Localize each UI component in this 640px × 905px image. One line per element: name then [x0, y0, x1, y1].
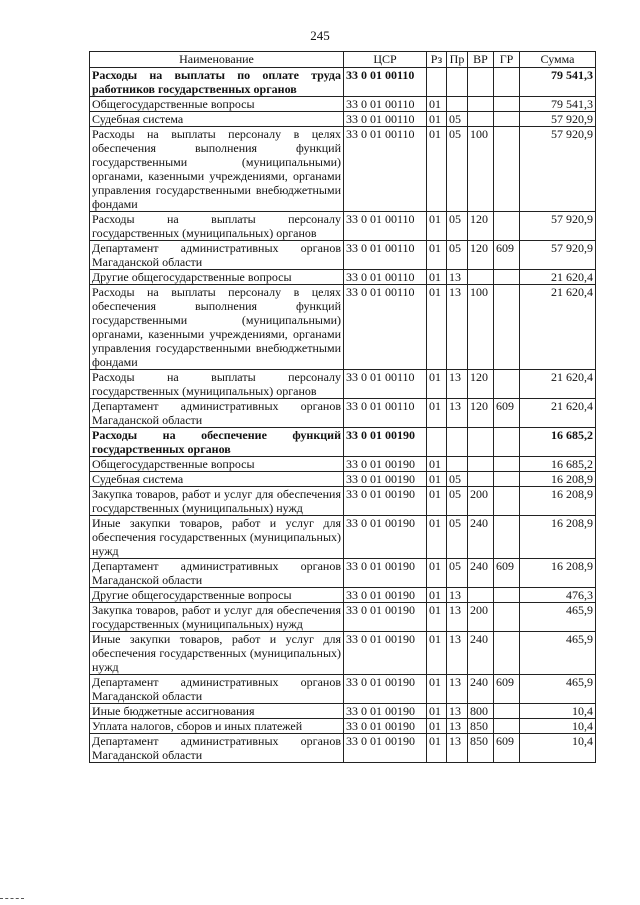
cell-gr: [494, 68, 520, 97]
cell-vr: [468, 97, 494, 112]
cell-rz: 01: [427, 285, 447, 370]
cell-gr: [494, 127, 520, 212]
cell-rz: 01: [427, 516, 447, 559]
cell-vr: [468, 112, 494, 127]
cell-pr: 13: [447, 270, 468, 285]
table-row: [90, 428, 596, 457]
cell-sum: 21 620,4: [520, 270, 596, 285]
cell-gr: [494, 704, 520, 719]
cell-vr: 850: [468, 719, 494, 734]
cell-csr: 33 0 01 00190: [344, 704, 427, 719]
cell-vr: 200: [468, 603, 494, 632]
cell-rz: 01: [427, 603, 447, 632]
cell-rz: 01: [427, 270, 447, 285]
scan-edge-mark: [0, 898, 24, 899]
table-row: [90, 588, 596, 603]
cell-rz: 01: [427, 734, 447, 763]
cell-name: Департамент административных органов Магаданской области: [90, 675, 344, 704]
cell-vr: 800: [468, 704, 494, 719]
header-csr: ЦСР: [344, 52, 427, 68]
table-row: [90, 241, 596, 270]
cell-vr: 120: [468, 212, 494, 241]
cell-rz: 01: [427, 399, 447, 428]
cell-gr: [494, 472, 520, 487]
cell-rz: [427, 428, 447, 457]
cell-name: Департамент административных органов Магаданской области: [90, 559, 344, 588]
cell-gr: [494, 212, 520, 241]
cell-name: Иные закупки товаров, работ и услуг для обеспечения государственных (муниципальных) нужд: [90, 632, 344, 675]
cell-vr: 240: [468, 675, 494, 704]
cell-rz: 01: [427, 719, 447, 734]
table-row: [90, 559, 596, 588]
cell-pr: [447, 97, 468, 112]
cell-name: Судебная система: [90, 472, 344, 487]
cell-sum: 10,4: [520, 734, 596, 763]
cell-sum: 10,4: [520, 704, 596, 719]
cell-rz: 01: [427, 127, 447, 212]
cell-sum: 21 620,4: [520, 370, 596, 399]
cell-pr: [447, 428, 468, 457]
cell-name: Судебная система: [90, 112, 344, 127]
cell-sum: 16 208,9: [520, 559, 596, 588]
cell-csr: 33 0 01 00190: [344, 603, 427, 632]
cell-rz: 01: [427, 675, 447, 704]
cell-pr: 13: [447, 632, 468, 675]
cell-pr: [447, 68, 468, 97]
cell-csr: 33 0 01 00190: [344, 472, 427, 487]
cell-csr: 33 0 01 00190: [344, 516, 427, 559]
cell-sum: 79 541,3: [520, 97, 596, 112]
cell-name: Расходы на выплаты персоналу государственных (муниципальных) органов: [90, 370, 344, 399]
table-row: [90, 704, 596, 719]
cell-sum: 465,9: [520, 675, 596, 704]
cell-gr: [494, 97, 520, 112]
cell-csr: 33 0 01 00110: [344, 270, 427, 285]
table-row: [90, 516, 596, 559]
cell-csr: 33 0 01 00190: [344, 719, 427, 734]
cell-pr: 05: [447, 241, 468, 270]
cell-vr: 240: [468, 516, 494, 559]
cell-name: Другие общегосударственные вопросы: [90, 588, 344, 603]
cell-vr: 240: [468, 632, 494, 675]
cell-rz: 01: [427, 632, 447, 675]
cell-pr: 05: [447, 472, 468, 487]
cell-vr: 120: [468, 241, 494, 270]
cell-gr: [494, 719, 520, 734]
cell-rz: 01: [427, 212, 447, 241]
cell-gr: [494, 588, 520, 603]
header-vr: ВР: [468, 52, 494, 68]
cell-rz: 01: [427, 704, 447, 719]
table-row: [90, 370, 596, 399]
cell-rz: 01: [427, 241, 447, 270]
cell-gr: [494, 285, 520, 370]
cell-csr: 33 0 01 00110: [344, 370, 427, 399]
cell-name: Департамент административных органов Магаданской области: [90, 734, 344, 763]
header-gr: ГР: [494, 52, 520, 68]
cell-sum: 465,9: [520, 632, 596, 675]
cell-sum: 16 208,9: [520, 516, 596, 559]
cell-sum: 57 920,9: [520, 127, 596, 212]
cell-rz: 01: [427, 370, 447, 399]
cell-pr: 13: [447, 603, 468, 632]
table-row: [90, 675, 596, 704]
cell-csr: 33 0 01 00190: [344, 734, 427, 763]
cell-sum: 476,3: [520, 588, 596, 603]
cell-name: Расходы на выплаты персоналу в целях обеспечения выполнения функций государственными (муниципальными) органами, казенными учреждениями, органами управления государственными внебюджетными фондами: [90, 285, 344, 370]
table-row: [90, 734, 596, 763]
cell-name: Расходы на выплаты персоналу государственных (муниципальных) органов: [90, 212, 344, 241]
cell-sum: 16 685,2: [520, 428, 596, 457]
cell-sum: 79 541,3: [520, 68, 596, 97]
cell-sum: 10,4: [520, 719, 596, 734]
cell-sum: 16 208,9: [520, 487, 596, 516]
cell-csr: 33 0 01 00190: [344, 457, 427, 472]
cell-pr: 05: [447, 516, 468, 559]
cell-gr: [494, 487, 520, 516]
table-row: [90, 97, 596, 112]
cell-pr: 13: [447, 285, 468, 370]
table-row: [90, 457, 596, 472]
cell-csr: 33 0 01 00190: [344, 487, 427, 516]
cell-name: Общегосударственные вопросы: [90, 97, 344, 112]
cell-name: Закупка товаров, работ и услуг для обеспечения государственных (муниципальных) нужд: [90, 603, 344, 632]
cell-pr: 13: [447, 588, 468, 603]
header-sum: Сумма: [520, 52, 596, 68]
cell-vr: [468, 428, 494, 457]
cell-pr: [447, 457, 468, 472]
cell-csr: 33 0 01 00110: [344, 285, 427, 370]
cell-name: Закупка товаров, работ и услуг для обеспечения государственных (муниципальных) нужд: [90, 487, 344, 516]
cell-sum: 57 920,9: [520, 112, 596, 127]
cell-rz: 01: [427, 97, 447, 112]
table-header-row: [90, 52, 596, 68]
cell-name: Уплата налогов, сборов и иных платежей: [90, 719, 344, 734]
cell-gr: [494, 428, 520, 457]
cell-pr: 13: [447, 370, 468, 399]
table-row: [90, 285, 596, 370]
header-name: Наименование: [90, 52, 344, 68]
header-rz: Рз: [427, 52, 447, 68]
table-row: [90, 212, 596, 241]
table-row: [90, 719, 596, 734]
cell-pr: 05: [447, 487, 468, 516]
cell-name: Департамент административных органов Магаданской области: [90, 399, 344, 428]
cell-sum: 465,9: [520, 603, 596, 632]
cell-vr: [468, 457, 494, 472]
cell-csr: 33 0 01 00110: [344, 212, 427, 241]
cell-name: Расходы на выплаты персоналу в целях обеспечения выполнения функций государственными (муниципальными) органами, казенными учреждениями, органами управления государственными внебюджетными фондами: [90, 127, 344, 212]
cell-rz: 01: [427, 559, 447, 588]
table-row: [90, 603, 596, 632]
table-row: [90, 632, 596, 675]
cell-gr: [494, 457, 520, 472]
table-row: [90, 68, 596, 97]
cell-gr: [494, 370, 520, 399]
cell-vr: 120: [468, 370, 494, 399]
cell-csr: 33 0 01 00110: [344, 97, 427, 112]
cell-gr: [494, 112, 520, 127]
table-row: [90, 112, 596, 127]
cell-rz: 01: [427, 457, 447, 472]
cell-csr: 33 0 01 00190: [344, 632, 427, 675]
cell-gr: 609: [494, 241, 520, 270]
cell-name: Иные бюджетные ассигнования: [90, 704, 344, 719]
cell-gr: 609: [494, 399, 520, 428]
cell-pr: 13: [447, 734, 468, 763]
cell-csr: 33 0 01 00190: [344, 675, 427, 704]
cell-vr: [468, 588, 494, 603]
cell-vr: 100: [468, 127, 494, 212]
cell-pr: 05: [447, 212, 468, 241]
cell-rz: [427, 68, 447, 97]
cell-sum: 57 920,9: [520, 241, 596, 270]
cell-rz: 01: [427, 112, 447, 127]
cell-vr: 100: [468, 285, 494, 370]
cell-vr: 240: [468, 559, 494, 588]
table-row: [90, 472, 596, 487]
cell-name: Общегосударственные вопросы: [90, 457, 344, 472]
cell-csr: 33 0 01 00110: [344, 399, 427, 428]
cell-gr: [494, 603, 520, 632]
table-row: [90, 270, 596, 285]
table-row: [90, 399, 596, 428]
cell-gr: 609: [494, 734, 520, 763]
cell-csr: 33 0 01 00110: [344, 127, 427, 212]
cell-pr: 13: [447, 719, 468, 734]
cell-sum: 16 685,2: [520, 457, 596, 472]
cell-csr: 33 0 01 00190: [344, 588, 427, 603]
cell-sum: 21 620,4: [520, 285, 596, 370]
cell-gr: [494, 516, 520, 559]
cell-gr: [494, 270, 520, 285]
cell-vr: 850: [468, 734, 494, 763]
cell-pr: 05: [447, 127, 468, 212]
cell-gr: 609: [494, 675, 520, 704]
cell-name: Иные закупки товаров, работ и услуг для обеспечения государственных (муниципальных) нужд: [90, 516, 344, 559]
cell-vr: [468, 68, 494, 97]
budget-table: [89, 51, 596, 763]
cell-sum: 21 620,4: [520, 399, 596, 428]
cell-pr: 05: [447, 559, 468, 588]
header-pr: Пр: [447, 52, 468, 68]
cell-pr: 13: [447, 704, 468, 719]
cell-vr: [468, 472, 494, 487]
cell-csr: 33 0 01 00110: [344, 112, 427, 127]
cell-rz: 01: [427, 588, 447, 603]
cell-pr: 13: [447, 399, 468, 428]
cell-csr: 33 0 01 00190: [344, 428, 427, 457]
cell-name: Расходы на выплаты по оплате труда работников государственных органов: [90, 68, 344, 97]
cell-csr: 33 0 01 00110: [344, 241, 427, 270]
cell-vr: 120: [468, 399, 494, 428]
cell-name: Другие общегосударственные вопросы: [90, 270, 344, 285]
page-number: 245: [310, 28, 330, 43]
cell-pr: 05: [447, 112, 468, 127]
cell-csr: 33 0 01 00110: [344, 68, 427, 97]
cell-gr: [494, 632, 520, 675]
cell-sum: 16 208,9: [520, 472, 596, 487]
cell-name: Расходы на обеспечение функций государственных органов: [90, 428, 344, 457]
cell-csr: 33 0 01 00190: [344, 559, 427, 588]
cell-rz: 01: [427, 472, 447, 487]
cell-gr: 609: [494, 559, 520, 588]
cell-vr: [468, 270, 494, 285]
cell-vr: 200: [468, 487, 494, 516]
cell-sum: 57 920,9: [520, 212, 596, 241]
table-row: [90, 487, 596, 516]
table-row: [90, 127, 596, 212]
cell-name: Департамент административных органов Магаданской области: [90, 241, 344, 270]
cell-rz: 01: [427, 487, 447, 516]
cell-pr: 13: [447, 675, 468, 704]
